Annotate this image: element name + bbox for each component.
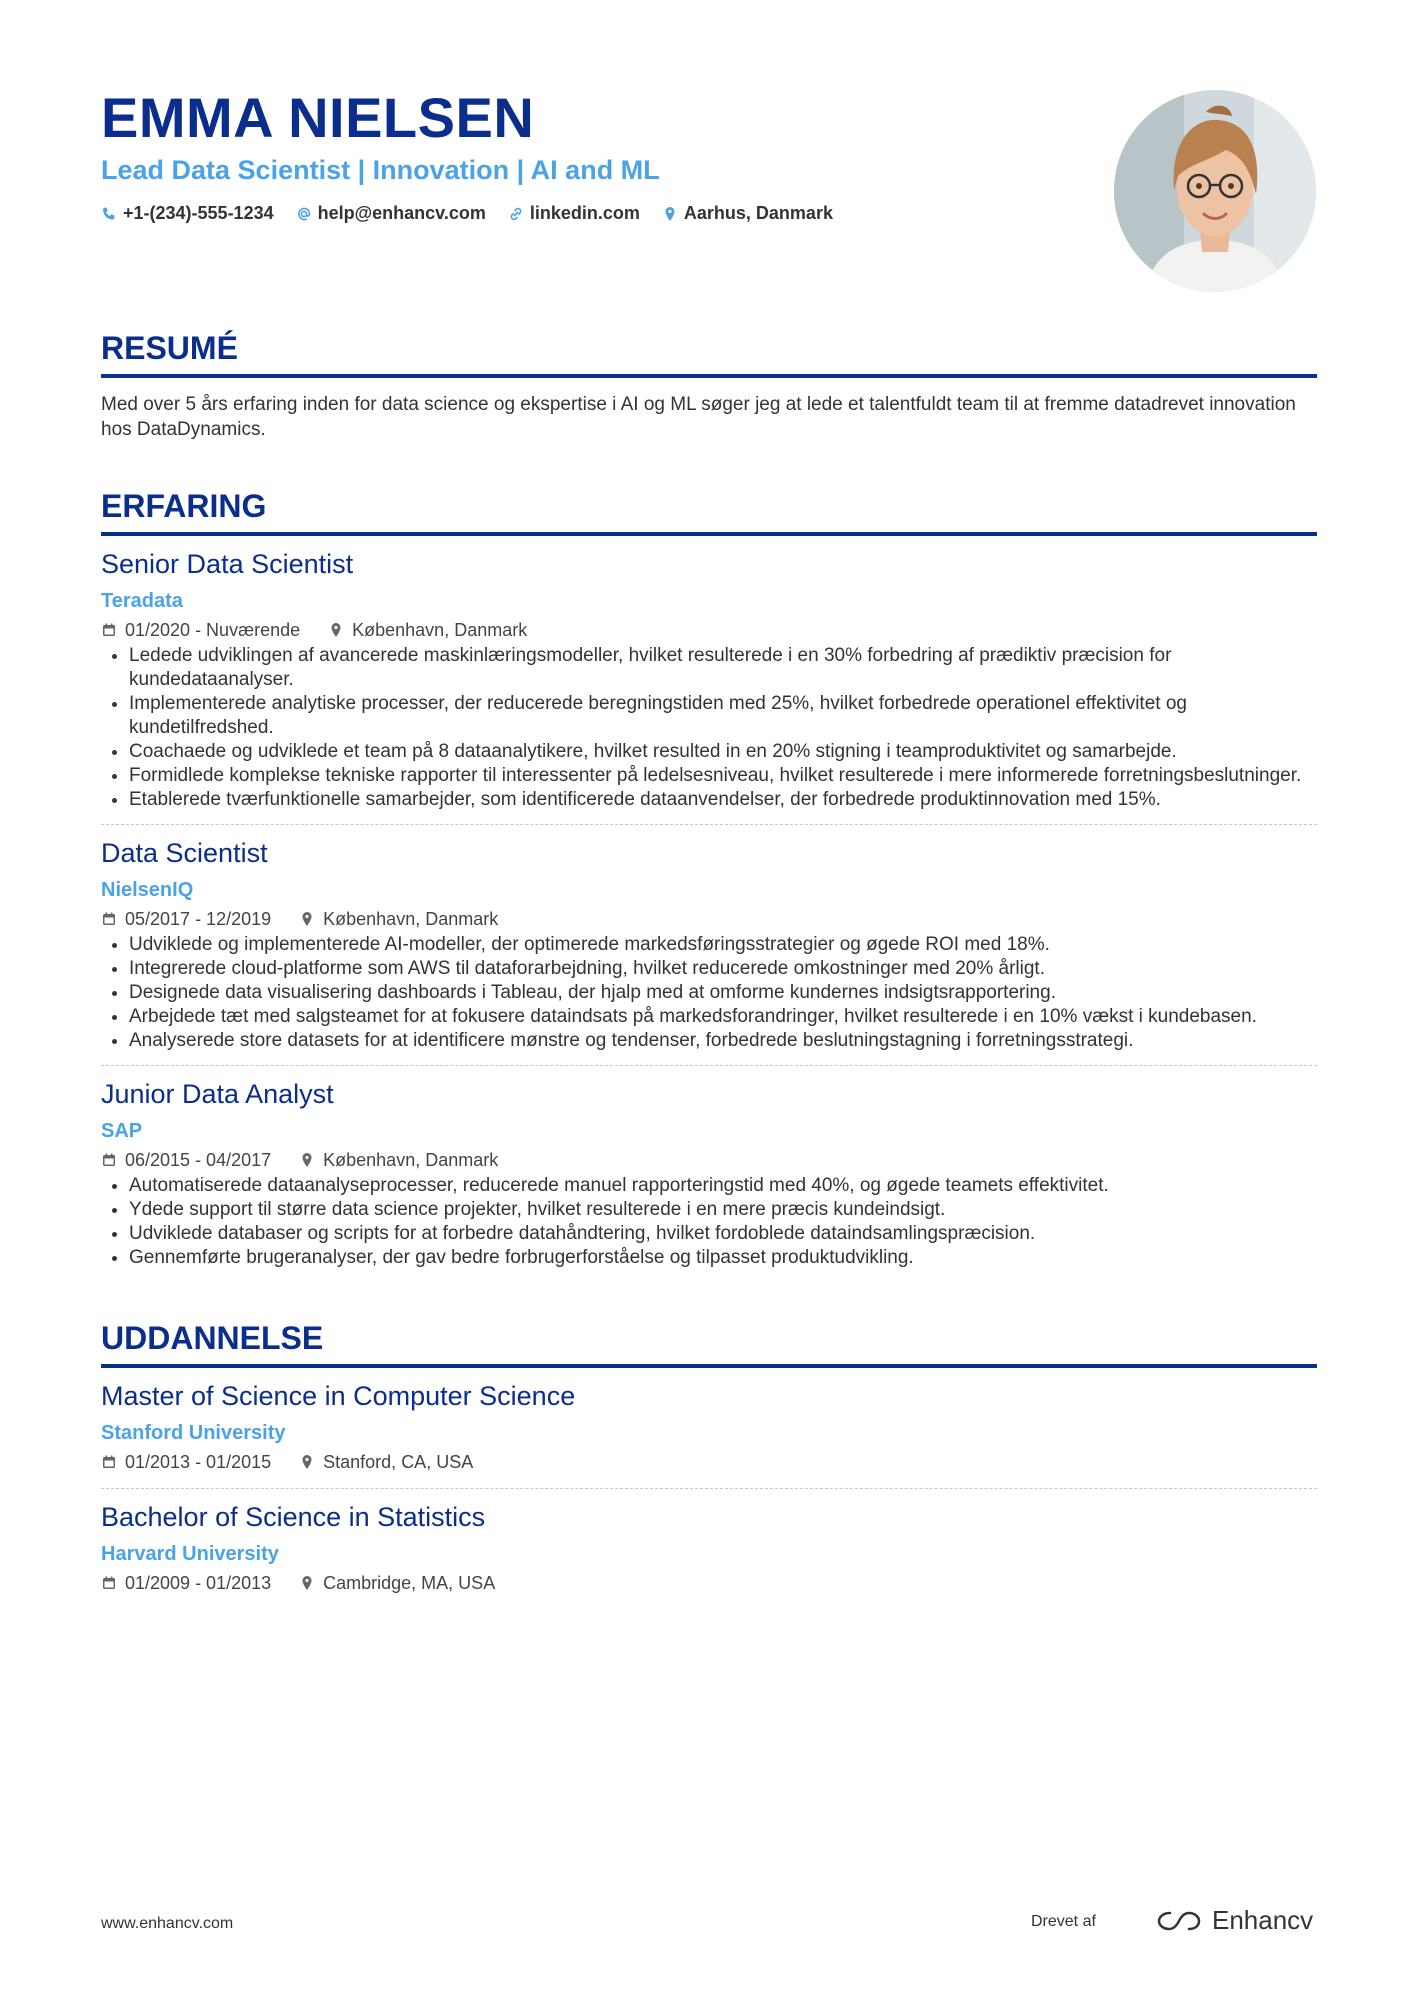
at-icon bbox=[296, 206, 312, 222]
job-role: Junior Data Analyst bbox=[101, 1079, 334, 1109]
map-pin-icon bbox=[299, 1152, 315, 1168]
education-meta bbox=[101, 1448, 1317, 1476]
bullet-item: • Coachaede og udviklede et team på 8 dataanalytikere, hvilket resulted in en 20% stigning i teamproduktivitet og samarbejde. bbox=[129, 740, 1317, 764]
education-dates bbox=[101, 1569, 271, 1597]
education-meta bbox=[101, 1569, 1317, 1597]
bullet-item: • Formidlede komplekse tekniske rapporter til interessenter på ledelsesniveau, hvilket resulterede i mere informerede forretningsbeslutninger. bbox=[129, 764, 1317, 788]
job-location bbox=[328, 616, 527, 644]
job-location-text: København, Danmark bbox=[323, 1150, 499, 1170]
map-pin-icon bbox=[299, 911, 315, 927]
contact-phone[interactable] bbox=[101, 203, 274, 224]
job-location-text: København, Danmark bbox=[323, 909, 499, 929]
enhancv-brand-text: Enhancv bbox=[1212, 1905, 1314, 1935]
candidate-subtitle: Lead Data Scientist | Innovation | AI and ML bbox=[101, 155, 660, 185]
bullet-item: • Udviklede databaser og scripts for at forbedre datahåndtering, hvilket fordoblede dataindsamlingspræcision. bbox=[129, 1222, 1317, 1246]
job-dates bbox=[101, 905, 271, 933]
map-pin-icon bbox=[299, 1575, 315, 1591]
bullet-item: • Implementerede analytiske processer, der reducerede beregningstiden med 25%, hvilket forbedrede operationel effektivitet og kundetilfredshed. bbox=[129, 692, 1317, 740]
candidate-name: EMMA NIELSEN bbox=[101, 86, 535, 149]
experience-section bbox=[101, 486, 1317, 1282]
job-meta bbox=[101, 616, 1317, 644]
job-dates-text: 06/2015 - 04/2017 bbox=[125, 1150, 272, 1170]
calendar-icon bbox=[101, 1575, 117, 1591]
contact-email[interactable] bbox=[296, 203, 486, 224]
footer-powered-by: Drevet af bbox=[1031, 1913, 1096, 1930]
job-location bbox=[299, 1146, 498, 1174]
link-icon bbox=[508, 206, 524, 222]
job-meta bbox=[101, 905, 1317, 933]
job-role: Senior Data Scientist bbox=[101, 549, 354, 579]
education-dates-text: 01/2013 - 01/2015 bbox=[125, 1452, 272, 1472]
education-location bbox=[299, 1569, 495, 1597]
experience-title: ERFARING bbox=[101, 488, 267, 524]
job-location-text: København, Danmark bbox=[352, 620, 528, 640]
profile-photo bbox=[1114, 90, 1316, 292]
job-bullets bbox=[101, 933, 1317, 1053]
experience-entry bbox=[101, 1076, 1317, 1282]
bullet-item: • Gennemførte brugeranalyser, der gav bedre forbrugerforståelse og tilpasset produktudvikling. bbox=[129, 1246, 1317, 1270]
map-pin-icon bbox=[299, 1454, 315, 1470]
job-company: Teradata bbox=[101, 590, 183, 612]
calendar-icon bbox=[101, 1152, 117, 1168]
job-dates-text: 01/2020 - Nuværende bbox=[125, 620, 301, 640]
experience-entry bbox=[101, 546, 1317, 825]
education-location-text: Cambridge, MA, USA bbox=[323, 1573, 496, 1593]
phone-text: +1-(234)-555-1234 bbox=[123, 203, 274, 223]
school-name: Harvard University bbox=[101, 1543, 279, 1565]
job-company: NielsenIQ bbox=[101, 879, 194, 901]
calendar-icon bbox=[101, 911, 117, 927]
contact-bar bbox=[101, 203, 833, 224]
job-dates bbox=[101, 616, 300, 644]
education-location-text: Stanford, CA, USA bbox=[323, 1452, 474, 1472]
resume-page bbox=[101, 0, 1317, 1609]
bullet-item: • Ydede support til større data science projekter, hvilket resulterede i en mere præcis kundeindsigt. bbox=[129, 1198, 1317, 1222]
education-dates-text: 01/2009 - 01/2013 bbox=[125, 1573, 272, 1593]
enhancv-logo[interactable] bbox=[1156, 1905, 1313, 1936]
job-bullets bbox=[101, 644, 1317, 812]
calendar-icon bbox=[101, 622, 117, 638]
bullet-item: • Udviklede og implementerede AI-modeller, der optimerede markedsføringsstrategier og øgede ROI med 18%. bbox=[129, 933, 1317, 957]
job-location bbox=[299, 905, 498, 933]
job-dates bbox=[101, 1146, 271, 1174]
section-divider bbox=[101, 374, 1317, 378]
job-meta bbox=[101, 1146, 1317, 1174]
education-section bbox=[101, 1318, 1317, 1609]
summary-section bbox=[101, 328, 1317, 442]
job-role: Data Scientist bbox=[101, 838, 268, 868]
footer-website-link[interactable]: www.enhancv.com bbox=[101, 1915, 234, 1932]
linkedin-text: linkedin.com bbox=[529, 203, 640, 223]
enhancv-logo-icon bbox=[1156, 1909, 1202, 1933]
experience-entry bbox=[101, 835, 1317, 1066]
bullet-item: • Automatiserede dataanalyseprocesser, reducerede manuel rapporteringstid med 40%, og øgede teamets effektivitet. bbox=[129, 1174, 1317, 1198]
job-company: SAP bbox=[101, 1120, 143, 1142]
map-pin-icon bbox=[328, 622, 344, 638]
calendar-icon bbox=[101, 1454, 117, 1470]
education-location bbox=[299, 1448, 473, 1476]
education-title: UDDANNELSE bbox=[101, 1320, 324, 1356]
job-dates-text: 05/2017 - 12/2019 bbox=[125, 909, 272, 929]
job-bullets bbox=[101, 1174, 1317, 1270]
education-entry bbox=[101, 1499, 1317, 1609]
degree-title: Master of Science in Computer Science bbox=[101, 1381, 576, 1411]
email-text: help@enhancv.com bbox=[317, 203, 486, 223]
education-dates bbox=[101, 1448, 271, 1476]
section-divider bbox=[101, 1364, 1317, 1368]
degree-title: Bachelor of Science in Statistics bbox=[101, 1502, 486, 1532]
school-name: Stanford University bbox=[101, 1422, 286, 1444]
summary-text: Med over 5 års erfaring inden for data science og ekspertise i AI og ML søger jeg at lede et talentfuldt team til at fremme datadrevet innovation hos DataDynamics. bbox=[101, 394, 1296, 440]
education-entry bbox=[101, 1378, 1317, 1489]
bullet-item: • Analyserede store datasets for at identificere mønstre og tendenser, forbedrede beslutningstagning i forretningsstrategi. bbox=[129, 1029, 1317, 1053]
contact-location bbox=[662, 203, 833, 224]
map-pin-icon bbox=[662, 206, 678, 222]
location-text: Aarhus, Danmark bbox=[683, 203, 833, 223]
section-divider bbox=[101, 532, 1317, 536]
bullet-item: • Designede data visualisering dashboards i Tableau, der hjalp med at omforme kundernes indsigtsrapportering. bbox=[129, 981, 1317, 1005]
bullet-item: • Etablerede tværfunktionelle samarbejder, som identificerede dataanvendelser, der forbedrede produktinnovation med 15%. bbox=[129, 788, 1317, 812]
bullet-item: • Integrerede cloud-platforme som AWS til dataforarbejdning, hvilket reducerede omkostninger med 20% årligt. bbox=[129, 957, 1317, 981]
page-footer bbox=[101, 1905, 1317, 1945]
bullet-item: • Ledede udviklingen af avancerede maskinlæringsmodeller, hvilket resulterede i en 30% forbedring af prædiktiv præcision for kundedataanalyser. bbox=[129, 644, 1317, 692]
resume-header bbox=[101, 0, 1317, 300]
bullet-item: • Arbejdede tæt med salgsteamet for at fokusere dataindsats på markedsforandringer, hvilket resulterede i en 10% vækst i kundebasen. bbox=[129, 1005, 1317, 1029]
summary-title: RESUMÉ bbox=[101, 330, 238, 366]
contact-linkedin[interactable] bbox=[508, 203, 640, 224]
phone-icon bbox=[101, 206, 117, 222]
